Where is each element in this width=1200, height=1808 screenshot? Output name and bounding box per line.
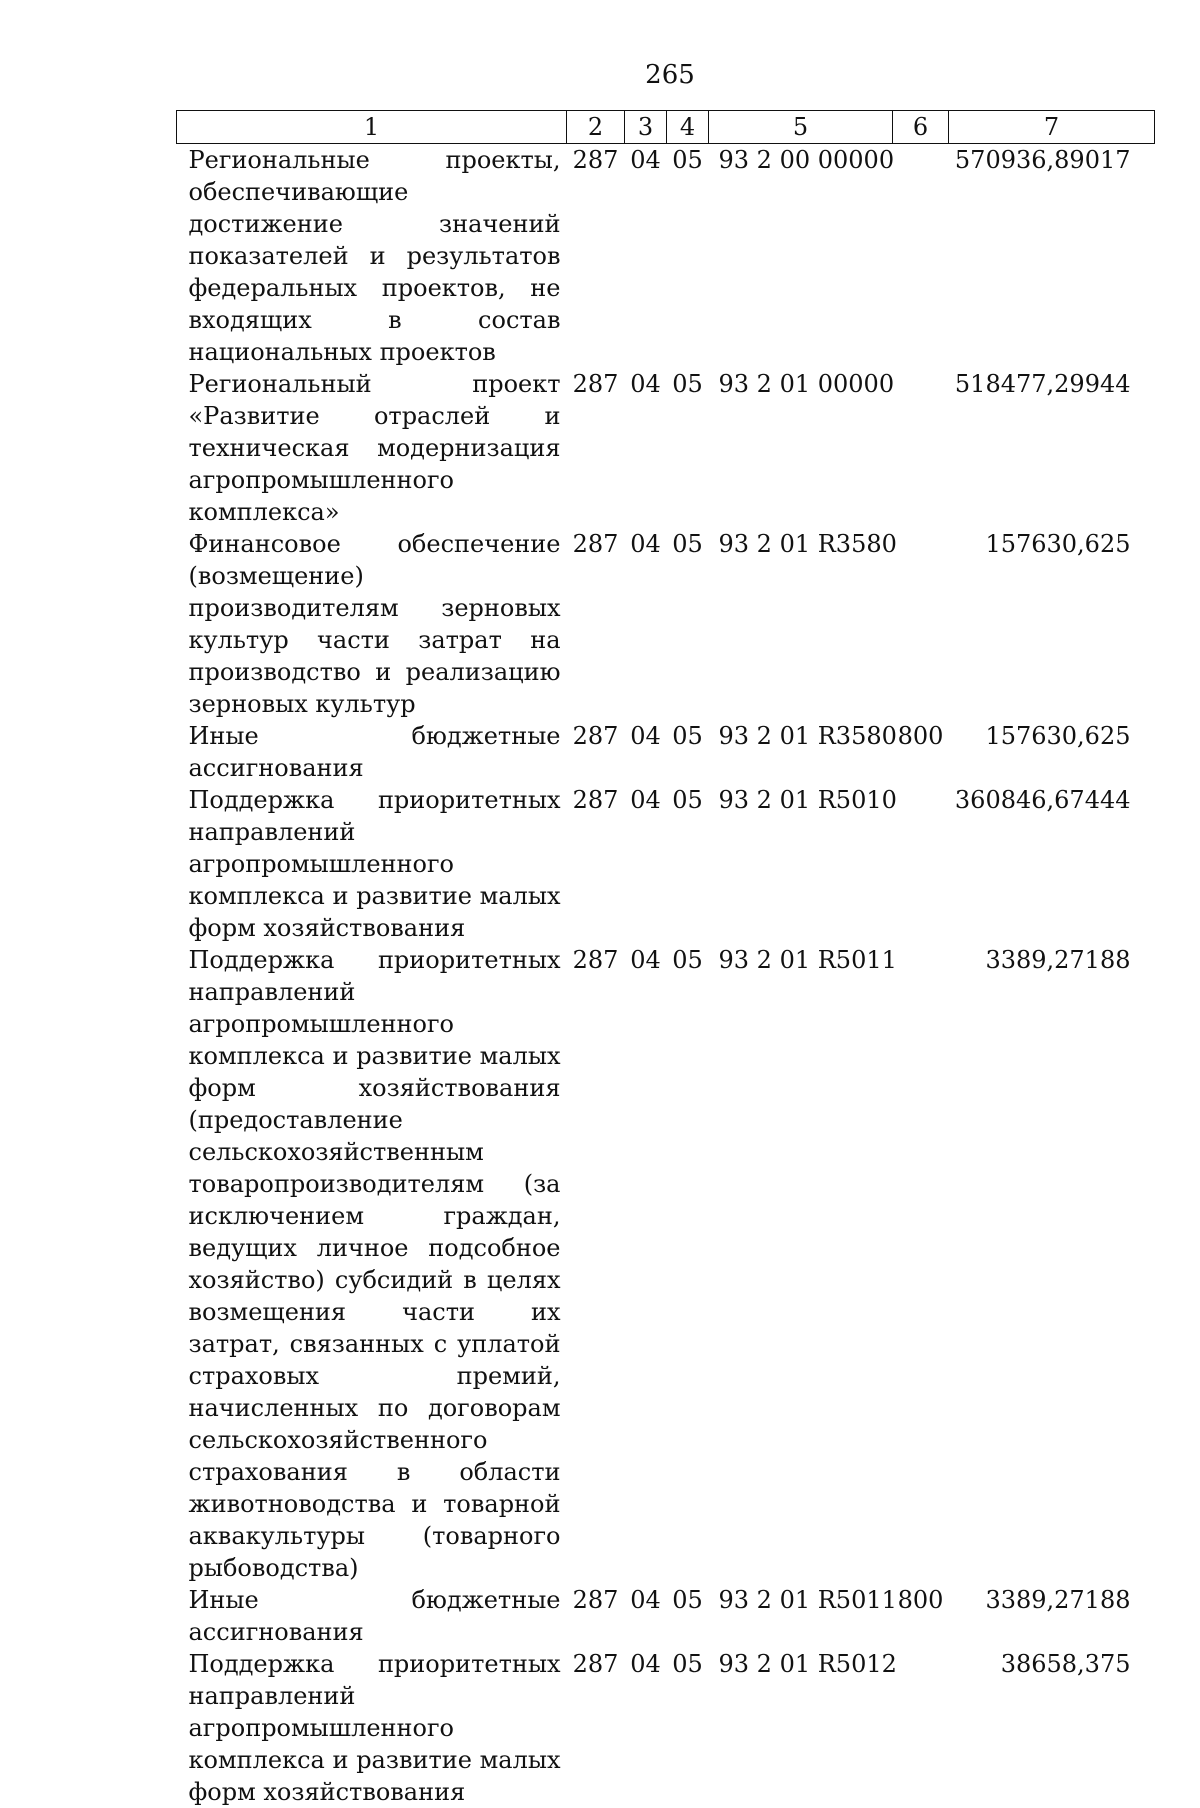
table-row (177, 368, 1155, 528)
row-name: Иные бюджетные ассигнования (188, 1586, 561, 1646)
row-expense-type (893, 368, 949, 528)
row-expense-type (893, 1648, 949, 1808)
row-target-code: 93 2 01 R3580 (718, 722, 897, 750)
row-name: Поддержка приоритетных направлений агропромышленного комплекса и развитие малых форм хозяйствования (188, 786, 561, 942)
row-name: Поддержка приоритетных направлений агропромышленного комплекса и развитие малых форм хозяйствования (предоставление сельскохозяйственным товаропроизводителям (за исключением граждан, ведущих личное подсобное хозяйство) субсидий в целях возмещения части их затрат, связанных с уплатой страховых премий, начисленных по договорам сельскохозяйственного страхования в области животноводства и товарной аквакультуры (товарного рыбоводства) (188, 946, 561, 1582)
row-section-code: 04 (630, 530, 661, 558)
header-col-6: 6 (893, 111, 949, 144)
row-subsection-code: 05 (672, 146, 703, 174)
row-amount: 518477,29944 (954, 370, 1131, 398)
row-ministry-code: 287 (572, 946, 619, 974)
table-row (177, 528, 1155, 720)
header-col-2: 2 (567, 111, 625, 144)
row-subsection-code: 05 (672, 530, 703, 558)
row-section-code: 04 (630, 1650, 661, 1678)
row-expense-type (893, 528, 949, 720)
row-target-code: 93 2 01 R5010 (718, 786, 897, 814)
row-expense-type (893, 144, 949, 369)
row-name: Поддержка приоритетных направлений агропромышленного комплекса и развитие малых форм хозяйствования (188, 1650, 561, 1806)
header-col-7: 7 (949, 111, 1155, 144)
table-row (177, 144, 1155, 369)
row-subsection-code: 05 (672, 786, 703, 814)
row-amount: 157630,625 (985, 722, 1131, 750)
table-row (177, 1648, 1155, 1808)
row-subsection-code: 05 (672, 722, 703, 750)
row-ministry-code: 287 (572, 786, 619, 814)
row-amount: 157630,625 (985, 530, 1131, 558)
row-target-code: 93 2 01 R5012 (718, 1650, 897, 1678)
table-row (177, 784, 1155, 944)
row-section-code: 04 (630, 722, 661, 750)
row-target-code: 93 2 01 R3580 (718, 530, 897, 558)
row-ministry-code: 287 (572, 530, 619, 558)
header-col-1: 1 (177, 111, 567, 144)
table-header (177, 111, 1155, 144)
row-target-code: 93 2 00 00000 (718, 146, 895, 174)
row-target-code: 93 2 01 R5011 (718, 1586, 897, 1614)
page-number: 265 (645, 60, 695, 90)
row-name: Иные бюджетные ассигнования (188, 722, 561, 782)
row-expense-type (893, 944, 949, 1584)
table-row (177, 720, 1155, 784)
row-amount: 570936,89017 (954, 146, 1131, 174)
row-subsection-code: 05 (672, 370, 703, 398)
row-target-code: 93 2 01 R5011 (718, 946, 897, 974)
row-ministry-code: 287 (572, 1586, 619, 1614)
row-amount: 3389,27188 (985, 1586, 1131, 1614)
row-amount: 360846,67444 (954, 786, 1131, 814)
row-amount: 3389,27188 (985, 946, 1131, 974)
row-expense-type: 800 (897, 722, 944, 750)
row-expense-type (893, 784, 949, 944)
header-col-3: 3 (625, 111, 667, 144)
header-col-4: 4 (667, 111, 709, 144)
row-name: Региональный проект «Развитие отраслей и техническая модернизация агропромышленного комплекса» (188, 370, 561, 526)
table-row (177, 944, 1155, 1584)
row-subsection-code: 05 (672, 946, 703, 974)
row-section-code: 04 (630, 1586, 661, 1614)
row-ministry-code: 287 (572, 146, 619, 174)
row-ministry-code: 287 (572, 370, 619, 398)
row-amount: 38658,375 (1000, 1650, 1131, 1678)
row-subsection-code: 05 (672, 1586, 703, 1614)
row-section-code: 04 (630, 786, 661, 814)
row-ministry-code: 287 (572, 722, 619, 750)
budget-table (176, 110, 1155, 1808)
row-ministry-code: 287 (572, 1650, 619, 1678)
row-section-code: 04 (630, 370, 661, 398)
row-name: Региональные проекты, обеспечивающие достижение значений показателей и результатов федеральных проектов, не входящих в состав национальных проектов (188, 146, 561, 366)
row-expense-type: 800 (897, 1586, 944, 1614)
header-col-5: 5 (709, 111, 893, 144)
row-target-code: 93 2 01 00000 (718, 370, 895, 398)
row-section-code: 04 (630, 946, 661, 974)
row-section-code: 04 (630, 146, 661, 174)
row-subsection-code: 05 (672, 1650, 703, 1678)
row-name: Финансовое обеспечение (возмещение) производителям зерновых культур части затрат на производство и реализацию зерновых культур (188, 530, 561, 718)
table-row (177, 1584, 1155, 1648)
